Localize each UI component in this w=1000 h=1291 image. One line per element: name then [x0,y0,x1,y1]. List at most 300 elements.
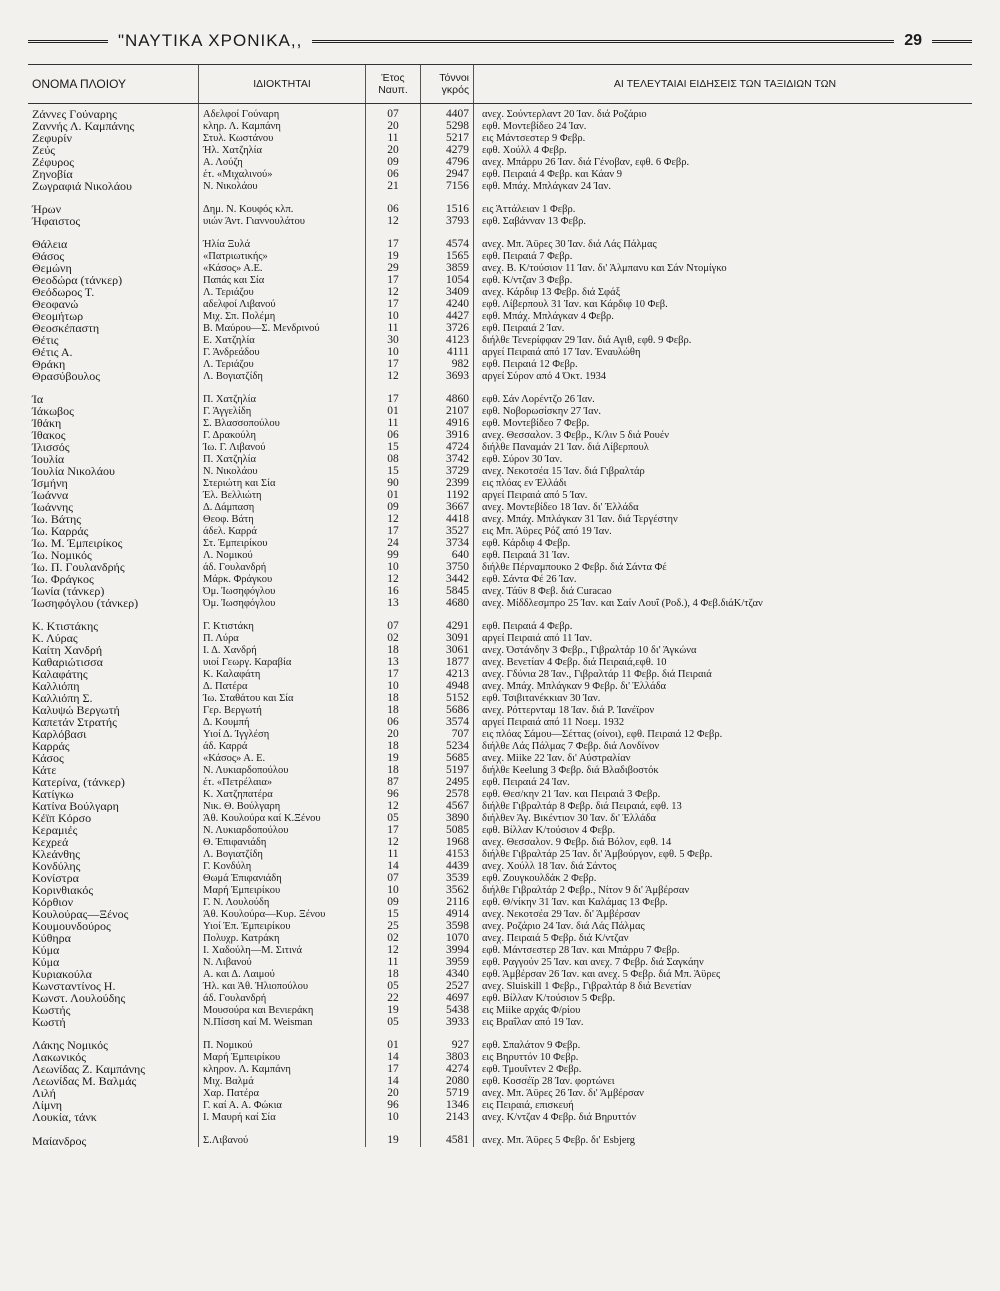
voyage-news: διήλθε Γιβραλτάρ 2 Φεβρ., Νίτον 9 δι' Άμβέρσαν [474,884,973,896]
table-row [28,728,972,740]
ship-name: Ίσμήνη [32,477,68,490]
build-year: 07 [366,620,421,632]
owner-name: Γ. Άγγελίδη [199,405,366,417]
gross-tonnage: 3667 [421,501,474,513]
voyage-news [474,192,973,203]
owner-name: Πολυχρ. Κατράκη [199,932,366,944]
table-row [28,776,972,788]
build-year [366,1123,421,1134]
voyage-news: ανεχ. Γδύνια 28 Ίαν., Γιβραλτάρ 11 Φεβρ. διά Πειραιά [474,668,973,680]
gross-tonnage: 4123 [421,334,474,346]
gross-tonnage [421,382,474,393]
owner-name: Μαρή Έμπειρίκου [199,884,366,896]
gross-tonnage: 5719 [421,1087,474,1099]
owner-name: Έλ. Βελλιώτη [199,489,366,501]
owner-name [199,227,366,238]
table-row [28,393,972,405]
voyage-news: εφθ. Πειραιά 4 Φεβρ. [474,620,973,632]
gross-tonnage: 2947 [421,168,474,180]
build-year: 11 [366,322,421,334]
ship-name: Κ. Κτιστάκης [32,620,99,633]
owner-name: Γ. Άνδρεάδου [199,346,366,358]
build-year: 90 [366,477,421,489]
build-year: 11 [366,956,421,968]
voyage-news: αργεί Σύρον από 4 Όκτ. 1934 [474,370,973,382]
owner-name: Νικ. Θ. Βούλγαρη [199,800,366,812]
ship-name: Κέϊπ Κόρσο [32,812,92,825]
ship-name: Κάσος [32,752,64,765]
owner-name: Μιχ. Σπ. Πολέμη [199,310,366,322]
voyage-news [474,227,973,238]
owner-name: Μιχ. Βαλμά [199,1075,366,1087]
ship-name: Λίμνη [32,1099,63,1112]
build-year: 12 [366,286,421,298]
build-year: 22 [366,992,421,1004]
voyage-news: εφθ. Θεσ/κην 21 Ίαν. και Πειραιά 3 Φεβρ. [474,788,973,800]
gross-tonnage: 3890 [421,812,474,824]
ship-name: Λιλή [32,1087,56,1100]
gross-tonnage: 4407 [421,104,474,121]
table-row [28,1051,972,1063]
ship-name: Κωνσταντίνος Η. [32,980,116,993]
voyage-news [474,1028,973,1039]
voyage-news: ανεχ. Σούντερλαντ 20 Ίαν. διά Ροζάριο [474,104,973,121]
gross-tonnage: 4153 [421,848,474,860]
build-year: 10 [366,346,421,358]
build-year: 17 [366,1063,421,1075]
gross-tonnage: 5685 [421,752,474,764]
table-row [28,1135,972,1147]
build-year: 05 [366,812,421,824]
ship-name: Ία [32,393,44,406]
gross-tonnage: 3916 [421,429,474,441]
gross-tonnage: 4680 [421,597,474,609]
build-year: 18 [366,764,421,776]
voyage-news: αργεί Πειραιά από 11 Νοεμ. 1932 [474,716,973,728]
owner-name: Λ. Τεριάζου [199,358,366,370]
build-year: 11 [366,848,421,860]
ship-name: Ζάννες Γούναρης [32,107,117,120]
table-spacer-row [28,609,972,620]
table-row [28,848,972,860]
gross-tonnage: 1968 [421,836,474,848]
gross-tonnage: 4340 [421,968,474,980]
ship-name: Καπετάν Στρατής [32,716,117,729]
owner-name: Θωμά Έπιφανιάδη [199,872,366,884]
build-year: 02 [366,632,421,644]
ship-name: Λακωνικός [32,1051,87,1064]
gross-tonnage: 2116 [421,896,474,908]
owner-name: Α. Λούζη [199,156,366,168]
ship-name: Κατίνα Βούλγαρη [32,800,119,813]
voyage-news: αργεί Πειραιά από 5 Ίαν. [474,489,973,501]
owner-name: άδελ. Καρρά [199,525,366,537]
column-header-year: Έτος Ναυπ. [366,65,421,104]
table-row [28,824,972,836]
table-row [28,203,972,215]
table-row [28,968,972,980]
table-row [28,956,972,968]
owner-name: «Κάσος» Α. Ε. [199,752,366,764]
gross-tonnage: 3726 [421,322,474,334]
build-year: 12 [366,836,421,848]
ship-name [28,382,199,393]
table-row [28,453,972,465]
owner-name: αδελφοί Λιβανού [199,298,366,310]
owner-name: Ν. Λιβανού [199,956,366,968]
table-row [28,656,972,668]
owner-name: κληρον. Λ. Καμπάνη [199,1063,366,1075]
ship-name: Κατίγκω [32,788,74,801]
build-year: 06 [366,716,421,728]
owner-name: Ι. Μαυρή καί Σία [199,1111,366,1123]
build-year: 08 [366,453,421,465]
owner-name: Μουσούρα και Βενιεράκη [199,1004,366,1016]
owner-name: Α. και Δ. Λαιμού [199,968,366,980]
build-year: 29 [366,262,421,274]
build-year: 18 [366,644,421,656]
gross-tonnage: 1516 [421,203,474,215]
build-year: 17 [366,358,421,370]
build-year: 01 [366,489,421,501]
build-year: 19 [366,250,421,262]
table-row [28,597,972,609]
voyage-news [474,1123,973,1134]
ship-name: Μαίανδρος [32,1134,87,1147]
ship-name: Ζαννής Λ. Καμπάνης [32,120,135,132]
ship-name [28,1123,199,1134]
voyage-news: ανεχ. Μπ. Άϋρες 26 Ίαν. δι' Άμβέρσαν [474,1087,973,1099]
owner-name: Ίω. Σταθάτου και Σία [199,692,366,704]
voyage-news: ανεχ. Μοντεβίδεο 18 Ίαν. δι' Έλλάδα [474,501,973,513]
ship-name: Κύμα [32,944,60,957]
gross-tonnage: 2107 [421,405,474,417]
table-row [28,513,972,525]
owner-name: Γ. Κονδύλη [199,860,366,872]
ship-name: Λουκία, τάνκ [32,1111,97,1124]
owner-name: υιών Άντ. Γιαννουλάτου [199,215,366,227]
table-row [28,358,972,370]
build-year [366,609,421,620]
ship-name: Ίω. Καρράς [32,525,89,538]
voyage-news: διήλθε Παναμάν 21 Ίαν. διά Λίβερπουλ [474,441,973,453]
voyage-news: εφθ. Κ/ντζαν 3 Φεβρ. [474,274,973,286]
owner-name: Υιοί Έπ. Έμπειρίκου [199,920,366,932]
column-header-owner: ΙΔΙΟΚΤΗΤΑΙ [199,65,366,104]
owner-name: Ν. Λυκιαρδοπούλου [199,824,366,836]
owner-name: Γερ. Βεργωτή [199,704,366,716]
voyage-news: ανεχ. Βενετίαν 4 Φεβρ. διά Πειραιά,εφθ. 10 [474,656,973,668]
table-row [28,310,972,322]
ship-name: Κατερίνα, (τάνκερ) [32,776,125,789]
gross-tonnage: 4111 [421,346,474,358]
owner-name: Ήλ. Χατζηλία [199,144,366,156]
gross-tonnage: 5197 [421,764,474,776]
gross-tonnage: 3598 [421,920,474,932]
voyage-news: ανεχ. Μίδδλεσμπρο 25 Ίαν. και Σαίν Λουΐ (Ροδ.), 4 Φεβ.διάΚ/τζαν [474,597,973,609]
voyage-news: ανεχ. Όστάνδην 3 Φεβρ., Γιβραλτάρ 10 δι' Άγκώνα [474,644,973,656]
table-spacer-row [28,227,972,238]
build-year: 18 [366,704,421,716]
table-row [28,860,972,872]
owner-name: «Πατριωτικής» [199,250,366,262]
build-year: 12 [366,513,421,525]
page-header [28,24,972,58]
build-year: 17 [366,274,421,286]
voyage-news: ανεχ. Πειραιά 5 Φεβρ. διά Κ/ντζαν [474,932,973,944]
gross-tonnage: 4274 [421,1063,474,1075]
table-row [28,908,972,920]
gross-tonnage: 3061 [421,644,474,656]
table-row [28,156,972,168]
build-year: 10 [366,884,421,896]
table-row [28,1063,972,1075]
table-spacer-row [28,1123,972,1134]
voyage-news: εις Πειραιά, επισκευή [474,1099,973,1111]
owner-name: Β. Μαύρου—Σ. Μενδρινού [199,322,366,334]
build-year: 14 [366,1051,421,1063]
build-year: 17 [366,238,421,250]
ship-name: Καθαριώτισσα [32,656,103,669]
table-row [28,884,972,896]
owner-name: άδ. Γουλανδρή [199,992,366,1004]
build-year: 20 [366,1087,421,1099]
ship-name: Ήρων [32,203,62,216]
voyage-news: εις Βηρυττόν 10 Φεβρ. [474,1051,973,1063]
voyage-news: εφθ. Μοντεβίδεο 7 Φεβρ. [474,417,973,429]
table-row [28,489,972,501]
owner-name: Δ. Δάμπαση [199,501,366,513]
voyage-news: ανεχ. Νεκοτσέα 15 Ίαν. διά Γιβραλτάρ [474,465,973,477]
owner-name: Στεριώτη και Σία [199,477,366,489]
table-row [28,286,972,298]
owner-name [199,609,366,620]
gross-tonnage: 4567 [421,800,474,812]
owner-name: Υιοί Δ. Ίγγλέση [199,728,366,740]
owner-name: Παπάς και Σία [199,274,366,286]
owner-name: Δ. Πατέρα [199,680,366,692]
gross-tonnage: 4213 [421,668,474,680]
build-year: 96 [366,1099,421,1111]
ship-name: Ίω. Φράγκος [32,573,94,586]
voyage-news: διήλθε Πέρναμπουκο 2 Φεβρ. διά Σάντα Φέ [474,561,973,573]
gross-tonnage: 2399 [421,477,474,489]
table-row [28,704,972,716]
table-spacer-row [28,1028,972,1039]
gross-tonnage: 3793 [421,215,474,227]
voyage-news: διήλθεν Άγ. Βικέντιον 30 Ίαν. δι' Έλλάδα [474,812,973,824]
gross-tonnage: 4697 [421,992,474,1004]
voyage-news: ανεχ. Μπάχ. Μπλάγκαν 9 Φεβρ. δι' Έλλάδα [474,680,973,692]
gross-tonnage: 3859 [421,262,474,274]
gross-tonnage: 4860 [421,393,474,405]
gross-tonnage: 3742 [421,453,474,465]
ship-name: Ίω. Νομικός [32,549,92,562]
table-row [28,370,972,382]
gross-tonnage: 3442 [421,573,474,585]
ship-name: Θεμώνη [32,262,72,275]
build-year [366,227,421,238]
table-row [28,1075,972,1087]
build-year: 19 [366,1004,421,1016]
ship-news-table [28,64,972,1147]
gross-tonnage: 7156 [421,180,474,192]
build-year: 87 [366,776,421,788]
gross-tonnage: 5217 [421,132,474,144]
table-row [28,405,972,417]
voyage-news: ανεχ. Μπάχ. Μπλάγκαν 31 Ίαν. διά Τεργέστην [474,513,973,525]
table-row [28,788,972,800]
gross-tonnage: 4916 [421,417,474,429]
voyage-news [474,382,973,393]
build-year: 13 [366,597,421,609]
voyage-news: ανεχ. Κάρδιφ 13 Φεβρ. διά Σφάξ [474,286,973,298]
owner-name: «Κάσος» Α.Ε. [199,262,366,274]
build-year: 15 [366,441,421,453]
header-rule-middle [312,40,894,43]
ship-name: Ίθακος [32,429,66,442]
owner-name: Ι. Δ. Χανδρή [199,644,366,656]
owner-name: Στ. Έμπειρίκου [199,537,366,549]
voyage-news: διήλθε Τενερίφφαν 29 Ίαν. διά Αγιθ, εφθ. 9 Φεβρ. [474,334,973,346]
build-year: 13 [366,656,421,668]
voyage-news: εις Μάντσεστερ 9 Φεβρ. [474,132,973,144]
voyage-news: ανεχ. Θεσσαλον. 9 Φεβρ. διά Βόλον, εφθ. 14 [474,836,973,848]
ship-name: Θεομήτωρ [32,310,84,323]
gross-tonnage: 5845 [421,585,474,597]
build-year: 05 [366,980,421,992]
ship-name: Θάσος [32,250,65,263]
table-row [28,132,972,144]
table-row [28,716,972,728]
table-row [28,346,972,358]
ship-name: Κωνστ. Λουλούδης [32,992,126,1005]
owner-name: έτ. «Μιχαλινού» [199,168,366,180]
gross-tonnage: 3409 [421,286,474,298]
ship-name: Θεόδωρος Τ. [32,286,95,299]
gross-tonnage [421,609,474,620]
owner-name [199,382,366,393]
voyage-news: ανεχ. Μπ. Άϋρες 30 Ίαν. διά Λάς Πάλμας [474,238,973,250]
gross-tonnage: 3539 [421,872,474,884]
build-year: 20 [366,144,421,156]
build-year: 30 [366,334,421,346]
voyage-news: εφθ. Τμουΐντεν 2 Φεβρ. [474,1063,973,1075]
owner-name: Λ. Βογιατζίδη [199,848,366,860]
voyage-news: εφθ. Σάντα Φέ 26 Ίαν. [474,573,973,585]
ship-name: Θράκη [32,358,66,371]
gross-tonnage: 3574 [421,716,474,728]
voyage-news: εφθ. Βίλλαν Κ/τούσιον 4 Φεβρ. [474,824,973,836]
build-year: 17 [366,824,421,836]
voyage-news: ανεχ. Miike 22 Ίαν. δι' Αύστραλίαν [474,752,973,764]
ship-name: Καλλιόπη Σ. [32,692,93,705]
voyage-news: εφθ. Πειραιά 2 Ίαν. [474,322,973,334]
table-row [28,920,972,932]
ship-name: Θέτις [32,334,59,347]
owner-name: Θεοφ. Βάτη [199,513,366,525]
owner-name [199,1028,366,1039]
build-year: 17 [366,525,421,537]
table-row [28,1039,972,1051]
build-year: 10 [366,1111,421,1123]
build-year: 10 [366,310,421,322]
ship-name: Θάλεια [32,238,68,251]
ship-name: Ίλισσός [32,441,70,454]
voyage-news: ανεχ. Ρόττερνταμ 18 Ίαν. διά Ρ. Ίανέϊρον [474,704,973,716]
owner-name: άδ. Γουλανδρή [199,561,366,573]
build-year: 06 [366,429,421,441]
gross-tonnage: 4574 [421,238,474,250]
table-row [28,501,972,513]
gross-tonnage: 982 [421,358,474,370]
voyage-news: εφθ. Άμβέρσαν 26 Ίαν. και ανεχ. 5 Φεβρ. διά Μπ. Άϋρες [474,968,973,980]
gross-tonnage: 1054 [421,274,474,286]
gross-tonnage: 4724 [421,441,474,453]
owner-name: Δ. Κουμπή [199,716,366,728]
gross-tonnage: 4279 [421,144,474,156]
build-year: 14 [366,860,421,872]
table-row [28,549,972,561]
gross-tonnage: 4581 [421,1135,474,1147]
ship-name: Κάτε [32,764,57,777]
column-header-news: ΑΙ ΤΕΛΕΥΤΑΙΑΙ ΕΙΔΗΣΕΙΣ ΤΩΝ ΤΑΞΙΔΙΩΝ ΤΩΝ [474,65,973,104]
build-year: 09 [366,896,421,908]
table-row [28,262,972,274]
ship-name: Κεχρεά [32,836,69,849]
voyage-news: εφθ. Θ/νίκην 31 Ίαν. και Καλάμας 13 Φεβρ. [474,896,973,908]
table-row [28,585,972,597]
ship-name [28,1028,199,1039]
voyage-news: εις πλόας Σάμου—Σέττας (οίνοι), εφθ. Πειραιά 12 Φεβρ. [474,728,973,740]
owner-name: Π. Χατζηλία [199,453,366,465]
ship-name: Κλεάνθης [32,848,81,861]
voyage-news: εφθ. Σαβάνναν 13 Φεβρ. [474,215,973,227]
ship-name: Ίωσηφόγλου (τάνκερ) [32,597,139,610]
build-year: 06 [366,168,421,180]
gross-tonnage: 2527 [421,980,474,992]
table-row [28,417,972,429]
voyage-news: ανεχ. Τάϋν 8 Φεβ. διά Curacao [474,585,973,597]
voyage-news: ανεχ. Νεκοτσέα 29 Ίαν. δι' Άμβέρσαν [474,908,973,920]
header-rule-right [932,40,972,43]
build-year: 18 [366,968,421,980]
gross-tonnage: 3959 [421,956,474,968]
voyage-news: εφθ. Μπάχ. Μπλάγκαν 24 Ίαν. [474,180,973,192]
owner-name: Κ. Χατζηπατέρα [199,788,366,800]
voyage-news: εφθ. Σάν Λορέντζο 26 Ίαν. [474,393,973,405]
owner-name: κληρ. Λ. Καμπάνη [199,120,366,132]
table-row [28,429,972,441]
ship-name: Ίωνία (τάνκερ) [32,585,105,598]
table-row [28,537,972,549]
owner-name: Ι. Χαδούλη—Μ. Σιτινά [199,944,366,956]
owner-name: Π. Χατζηλία [199,393,366,405]
owner-name: Χαρ. Πατέρα [199,1087,366,1099]
gross-tonnage: 2495 [421,776,474,788]
gross-tonnage: 5298 [421,120,474,132]
build-year: 20 [366,120,421,132]
gross-tonnage: 2080 [421,1075,474,1087]
build-year: 18 [366,740,421,752]
owner-name: Μαρή Έμπειρίκου [199,1051,366,1063]
build-year: 12 [366,944,421,956]
ship-name: Καλλιόπη [32,680,80,693]
owner-name: Ν. Νικολάου [199,180,366,192]
owner-name: Κ. Καλαφάτη [199,668,366,680]
build-year: 21 [366,180,421,192]
gross-tonnage [421,192,474,203]
